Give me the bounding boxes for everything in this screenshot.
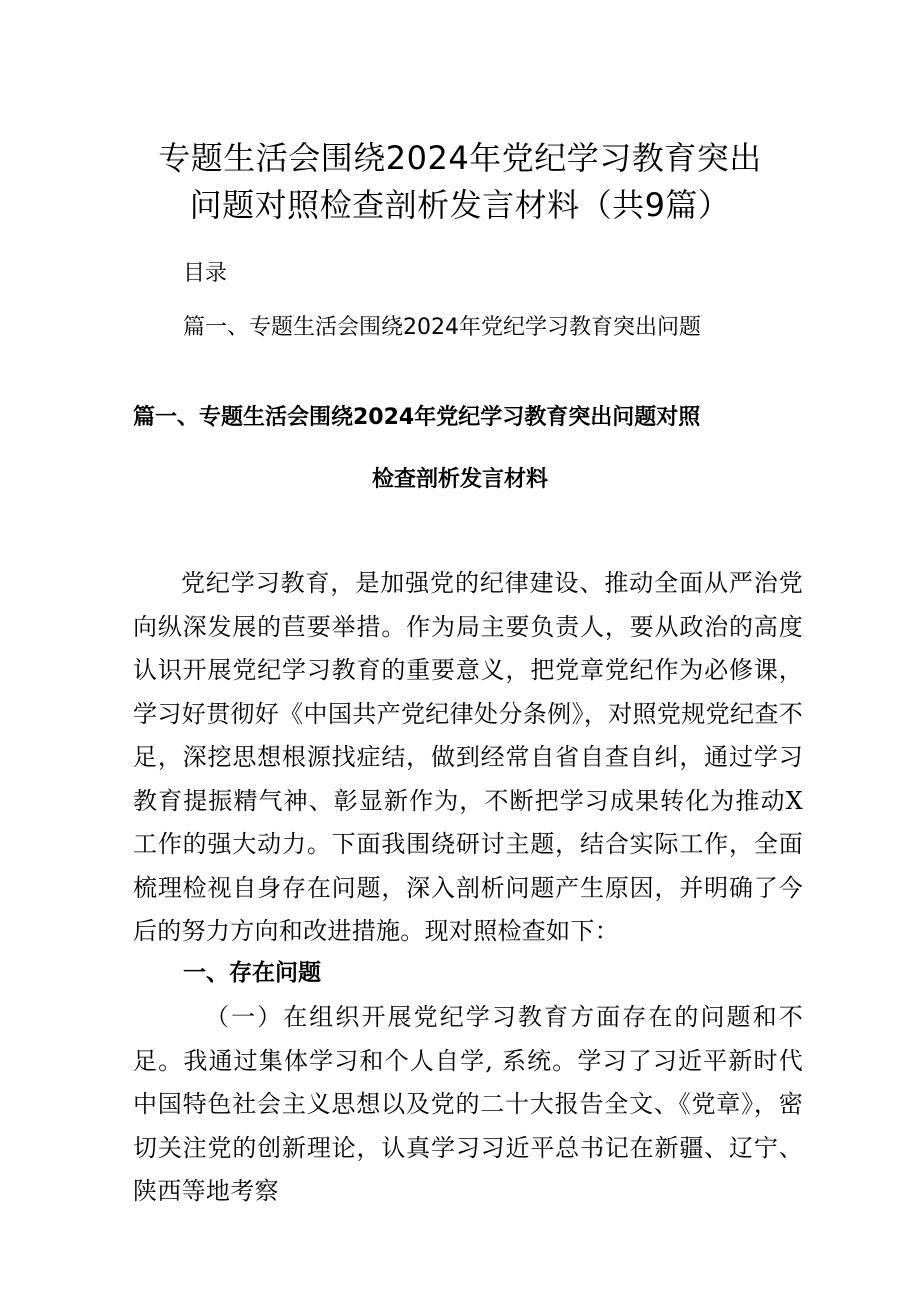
document-title-line-1: 专题生活会围绕2024年党纪学习教育突出 bbox=[158, 139, 762, 177]
toc-item: 篇一、专题生活会围绕2024年党纪学习教育突出问题 bbox=[183, 315, 701, 340]
document-title-line-2: 问题对照检查剖析发言材料（共9篇） bbox=[189, 186, 731, 224]
toc-label: 目录 bbox=[183, 261, 228, 286]
section-title-line-2: 检查剖析发言材料 bbox=[371, 467, 548, 492]
problem-paragraph-1: （一）在组织开展党纪学习教育方面存在的问题和不足。我通过集体学习和个人自学, 系统。学习了习近平新时代中国特色社会主义思想以及党的二十大报告全文、《党章》，密切关注党的创新理论，认真学习习近平总书记在新疆、辽宁、陕西等地考察 bbox=[133, 1003, 803, 1205]
heading-existing-problems: 一、存在问题 bbox=[183, 960, 321, 986]
intro-paragraph: 党纪学习教育，是加强党的纪律建设、推动全面从严治党向纵深发展的苣要举措。作为局主要负责人，要从政治的高度认识开展党纪学习教育的重要意义，把党章党纪作为必修课，学习好贯彻好《中国共产党纪律处分条例》，对照党规党纪查不足，深挖思想根源找症结，做到经常自省自查自纠，通过学习教育提振精气神、彰显新作为，不断把学习成果转化为推动X工作的强大动力。下面我围绕研讨主题，结合实际工作，全面梳理检视自身存在问题，深入剖析问题产生原因，并明确了今后的努力方向和改进措施。现对照检查如下： bbox=[133, 569, 803, 945]
section-title-line-1: 篇一、专题生活会围绕2024年党纪学习教育突出问题对照 bbox=[133, 405, 701, 430]
